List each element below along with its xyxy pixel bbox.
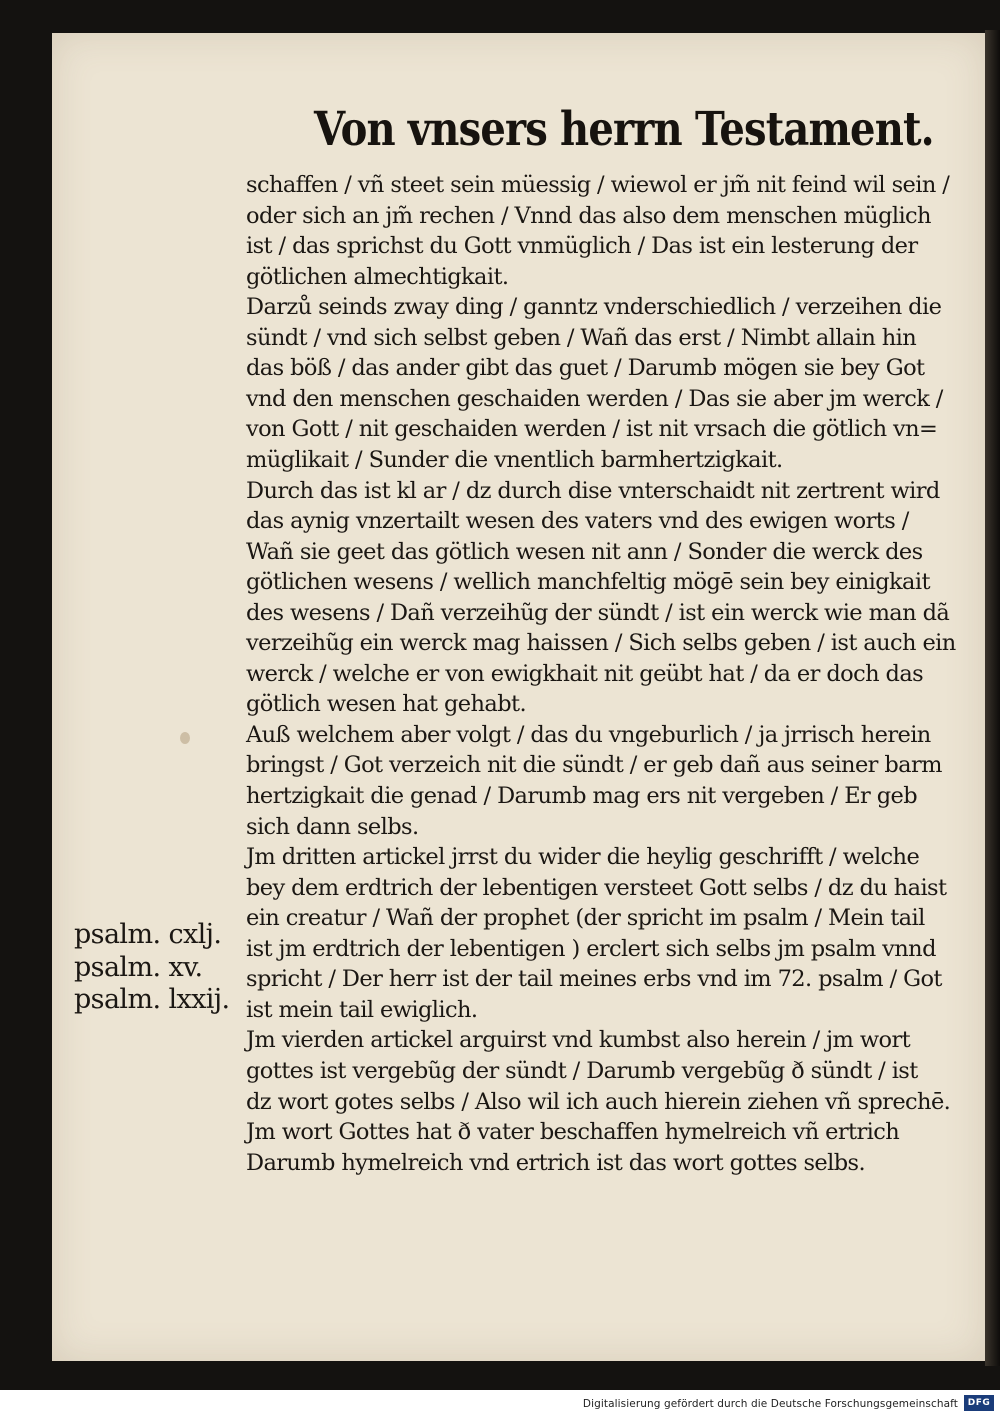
paper-stain [180, 732, 190, 744]
text-line: schaffen / vñ steet sein müessig / wiewol er jm̃ nit feind wil sein / [246, 172, 950, 198]
funding-credit: Digitalisierung gefördert durch die Deutsche Forschungsgemeinschaft [582, 1398, 958, 1410]
text-line: sündt / vnd sich selbst geben / Wañ das erst / Nimbt allain hin [246, 324, 917, 351]
text-line: das böß / das ander gibt das guet / Darumb mögen sie bey Got [246, 355, 925, 382]
text-line: ist mein tail ewiglich. [246, 996, 478, 1023]
text-line: Durch das ist kl ar / dz durch dise vnterschaidt nit zertrent wird [246, 477, 940, 504]
page-heading: Von vnsers herrn Testament. [314, 102, 934, 157]
text-line: Jm dritten artickel jrrst du wider die heylig geschrifft / welche [246, 844, 920, 871]
text-line: oder sich an jm̃ rechen / Vnnd das also dem menschen müglich [246, 202, 931, 229]
text-line: Jm vierden artickel arguirst vnd kumbst also herein / jm wort [246, 1027, 911, 1054]
text-line: ist / das sprichst du Gott vnmüglich / Das ist ein lesterung der [246, 233, 918, 260]
text-line: sich dann selbs. [246, 813, 419, 840]
dfg-logo: DFG [964, 1395, 994, 1411]
text-line: das aynig vnzertailt wesen des vaters vnd des ewigen worts / [246, 508, 909, 535]
margin-note: psalm. cxlj. [74, 919, 222, 950]
text-line: des wesens / Dañ verzeihũg der sündt / ist ein werck wie man dã [246, 599, 950, 626]
text-line: bringst / Got verzeich nit die sündt / er geb dañ aus seiner barm [246, 752, 942, 779]
text-line: götlichen almechtigkait. [246, 263, 509, 290]
text-line: Darumb hymelreich vnd ertrich ist das wort gottes selbs. [246, 1149, 866, 1176]
text-line: bey dem erdtrich der lebentigen versteet Gott selbs / dz du haist [246, 874, 947, 901]
text-line: müglikait / Sunder die vnentlich barmhertzigkait. [246, 446, 783, 473]
text-line: Darzů seinds zway ding / ganntz vnderschiedlich / verzeihen die [246, 294, 942, 321]
text-line: ein creatur / Wañ der prophet (der spricht im psalm / Mein tail [246, 905, 925, 932]
text-line: Auß welchem aber volgt / das du vngeburlich / ja jrrisch herein [246, 721, 931, 748]
text-line: gottes ist vergebũg der sündt / Darumb vergebũg ð sündt / ist [246, 1057, 918, 1084]
text-line: götlichen wesens / wellich manchfeltig mögē sein bey einigkait [246, 569, 930, 596]
margin-note: psalm. lxxij. [74, 984, 230, 1015]
text-line: ist jm erdtrich der lebentigen ) erclert sich selbs jm psalm vnnd [246, 935, 936, 962]
text-line: hertzigkait die genad / Darumb mag ers nit vergeben / Er geb [246, 783, 918, 809]
text-line: werck / welche er von ewigkhait nit geübt hat / da er doch das [246, 660, 924, 687]
text-line: Jm wort Gottes hat ð vater beschaffen hymelreich vñ ertrich [246, 1119, 900, 1146]
text-line: spricht / Der herr ist der tail meines erbs vnd im 72. psalm / Got [246, 966, 942, 993]
footer-bar [0, 1390, 1000, 1417]
text-line: dz wort gotes selbs / Also wil ich auch hierein ziehen vñ sprechē. [246, 1088, 951, 1115]
text-line: von Gott / nit geschaiden werden / ist nit vrsach die götlich vn= [246, 416, 938, 443]
margin-note: psalm. xv. [74, 952, 203, 983]
text-line: vnd den menschen geschaiden werden / Das sie aber jm werck / [246, 385, 943, 412]
text-line: götlich wesen hat gehabt. [246, 691, 527, 718]
page-binding-edge [985, 30, 1000, 1366]
text-line: Wañ sie geet das götlich wesen nit ann / Sonder die werck des [246, 538, 923, 565]
text-line: verzeihũg ein werck mag haissen / Sich selbs geben / ist auch ein [246, 630, 956, 657]
